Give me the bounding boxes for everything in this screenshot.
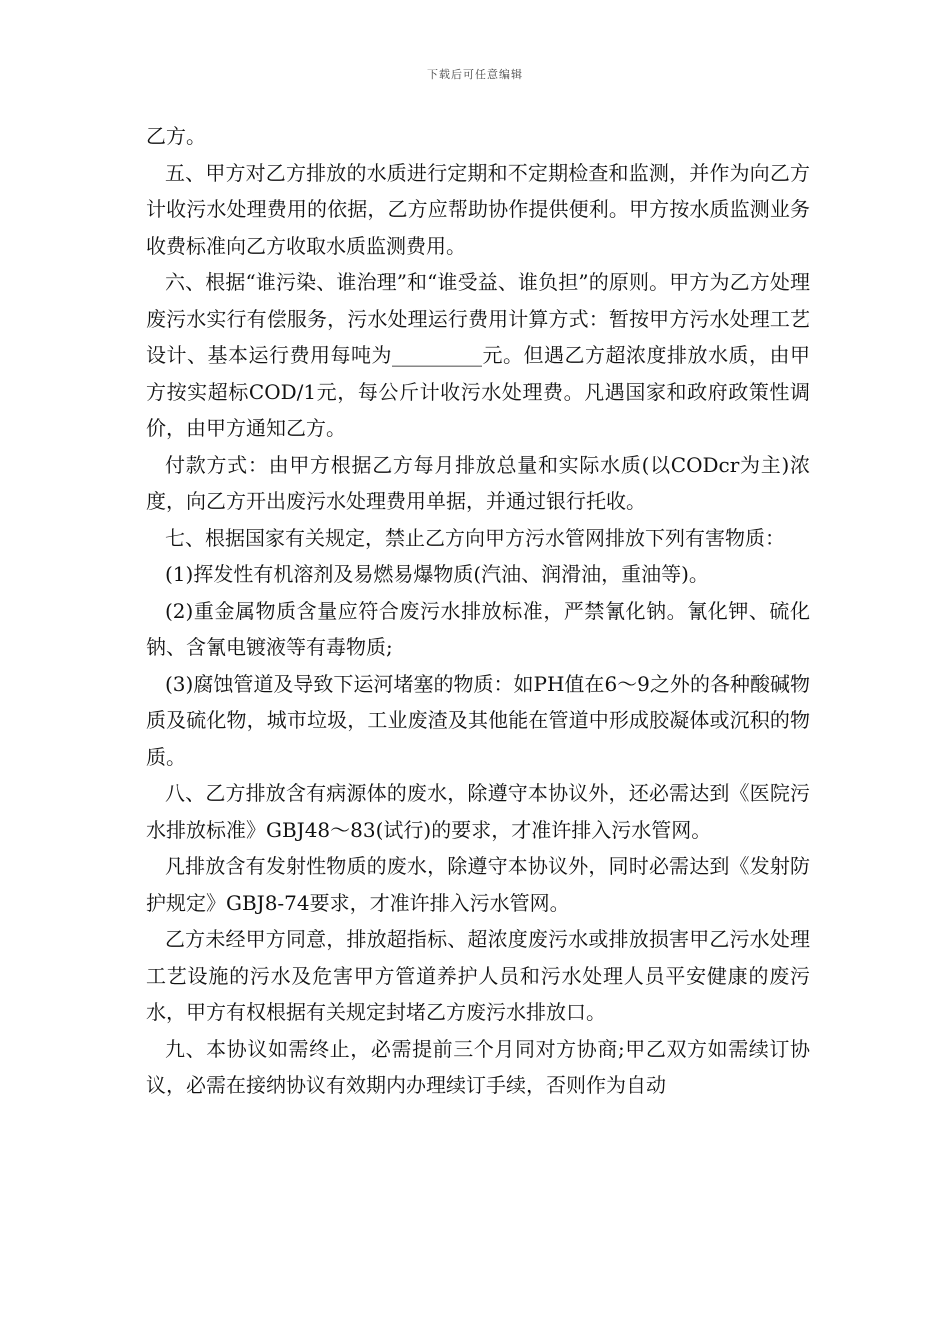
paragraph-clause-6: 六、根据“谁污染、谁治理”和“谁受益、谁负担”的原则。甲方为乙方处理废污水实行有偿服务，污水处理运行费用计算方式：暂按甲方污水处理工艺设计、基本运行费用每吨为_________元。但遇乙方超浓度排放水质，由甲方按实超标COD/1元，每公斤计收污水处理费。凡遇国家和政府政策性调价，由甲方通知乙方。 [146,270,810,440]
paragraph-clause-9: 九、本协议如需终止，必需提前三个月同对方协商;甲乙双方如需续订协议，必需在接纳协议有效期内办理续订手续，否则作为自动 [146,1036,810,1097]
document-body [146,118,810,1104]
paragraph-item-2: (2)重金属物质含量应符合废污水排放标准，严禁氰化钠。氰化钾、硫化钠、含氰电镀液等有毒物质; [146,598,810,659]
paragraph-radioactive: 凡排放含有发射性物质的废水，除遵守本协议外，同时必需达到《发射防护规定》GBJ8-74要求，才准许排入污水管网。 [146,854,810,915]
page-header: 下载后可任意编辑 [427,68,523,81]
paragraph-continuation: 乙方。 [146,124,206,148]
paragraph-item-3: (3)腐蚀管道及导致下运河堵塞的物质：如PH值在6～9之外的各种酸碱物质及硫化物，城市垃圾，工业废渣及其他能在管道中形成胶凝体或沉积的物质。 [146,671,810,769]
paragraph-clause-8: 八、乙方排放含有病源体的废水，除遵守本协议外，还必需达到《医院污水排放标准》GBJ48～83(试行)的要求，才准许排入污水管网。 [146,781,810,842]
paragraph-clause-5: 五、甲方对乙方排放的水质进行定期和不定期检查和监测，并作为向乙方计收污水处理费用的依据，乙方应帮助协作提供便利。甲方按水质监测业务收费标准向乙方收取水质监测费用。 [146,160,810,258]
paragraph-item-1: (1)挥发性有机溶剂及易燃易爆物质(汽油、润滑油，重油等)。 [165,562,709,586]
paragraph-violation: 乙方未经甲方同意，排放超指标、超浓度废污水或排放损害甲乙污水处理工艺设施的污水及危害甲方管道养护人员和污水处理人员平安健康的废污水，甲方有权根据有关规定封堵乙方废污水排放口。 [146,927,810,1024]
paragraph-clause-7: 七、根据国家有关规定，禁止乙方向甲方污水管网排放下列有害物质： [165,525,785,550]
paragraph-payment-method: 付款方式：由甲方根据乙方每月排放总量和实际水质(以CODcr为主)浓度，向乙方开出废污水处理费用单据，并通过银行托收。 [146,452,810,513]
